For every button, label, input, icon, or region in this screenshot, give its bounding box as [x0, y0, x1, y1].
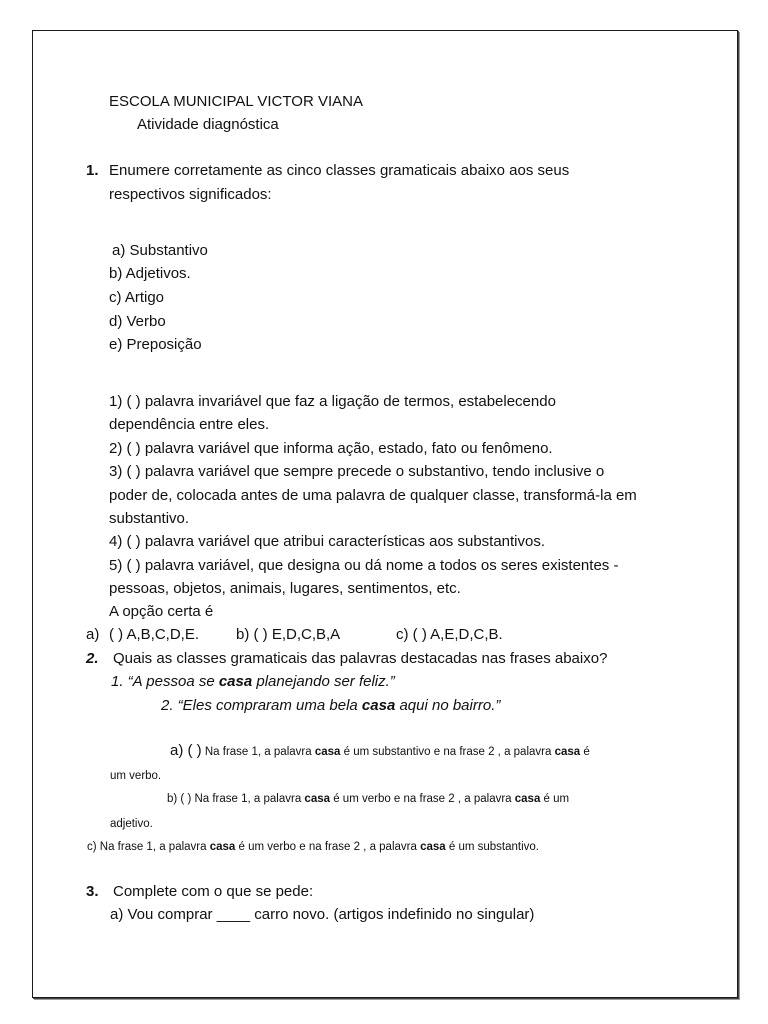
q1-option-b[interactable]: b) ( ) E,D,C,B,A	[236, 626, 341, 643]
q1-definition-line: substantivo.	[109, 510, 190, 527]
q2-option-c[interactable]: c) Na frase 1, a palavra casa é um verbo e na frase 2 , a palavra casa é um substantivo.	[87, 841, 539, 853]
q3-statement: Complete com o que se pede:	[113, 883, 314, 900]
q2-option-b[interactable]: b) ( ) Na frase 1, a palavra casa é um verbo e na frase 2 , a palavra casa é um	[167, 793, 570, 805]
q2-number: 2.	[86, 650, 99, 667]
q1-class-a: a) Substantivo	[112, 242, 208, 259]
q1-definition-line: 1) ( ) palavra invariável que faz a ligação de termos, estabelecendo	[109, 393, 556, 410]
q1-option-a-marker: a)	[86, 626, 100, 643]
q1-definition-line: 3) ( ) palavra variável que sempre precede o substantivo, tendo inclusive o	[109, 463, 605, 480]
q1-prompt: A opção certa é	[109, 603, 214, 620]
q3-number: 3.	[86, 883, 99, 900]
q1-option-a[interactable]: ( ) A,B,C,D,E.	[109, 626, 200, 643]
q1-definition-line: dependência entre eles.	[109, 416, 270, 433]
q1-option-c[interactable]: c) ( ) A,E,D,C,B.	[396, 626, 503, 643]
q2-option-b-line2: adjetivo.	[110, 818, 153, 830]
q1-definition-line: 5) ( ) palavra variável, que designa ou dá nome a todos os seres existentes -	[109, 557, 619, 574]
q1-class-e: e) Preposição	[109, 336, 202, 353]
q2-option-a-line2: um verbo.	[110, 770, 162, 782]
q1-definition-line: 2) ( ) palavra variável que informa ação, estado, fato ou fenômeno.	[109, 440, 553, 457]
school-name: ESCOLA MUNICIPAL VICTOR VIANA	[109, 93, 363, 110]
q2-statement: Quais as classes gramaticais das palavras destacadas nas frases abaixo?	[113, 650, 608, 667]
q1-number: 1.	[86, 162, 99, 179]
activity-title: Atividade diagnóstica	[137, 116, 279, 133]
q1-statement-line2: respectivos significados:	[109, 186, 272, 203]
q1-class-b: b) Adjetivos.	[109, 265, 191, 282]
q1-definition-line: pessoas, objetos, animais, lugares, sentimentos, etc.	[109, 580, 461, 597]
q1-definition-line: 4) ( ) palavra variável que atribui características aos substantivos.	[109, 533, 546, 550]
q2-sentence-2: 2. “Eles compraram uma bela casa aqui no bairro.”	[161, 697, 501, 714]
q2-option-a[interactable]: a) ( ) Na frase 1, a palavra casa é um substantivo e na frase 2 , a palavra casa é	[170, 742, 590, 759]
q1-definition-line: poder de, colocada antes de uma palavra de qualquer classe, transformá-la em	[109, 487, 637, 504]
q2-sentence-1: 1. “A pessoa se casa planejando ser feliz.”	[111, 673, 395, 690]
q3-item-a: a) Vou comprar ____ carro novo. (artigos indefinido no singular)	[110, 906, 535, 923]
q1-class-d: d) Verbo	[109, 313, 166, 330]
q1-class-c: c) Artigo	[109, 289, 165, 306]
q1-statement-line1: Enumere corretamente as cinco classes gramaticais abaixo aos seus	[109, 162, 570, 179]
